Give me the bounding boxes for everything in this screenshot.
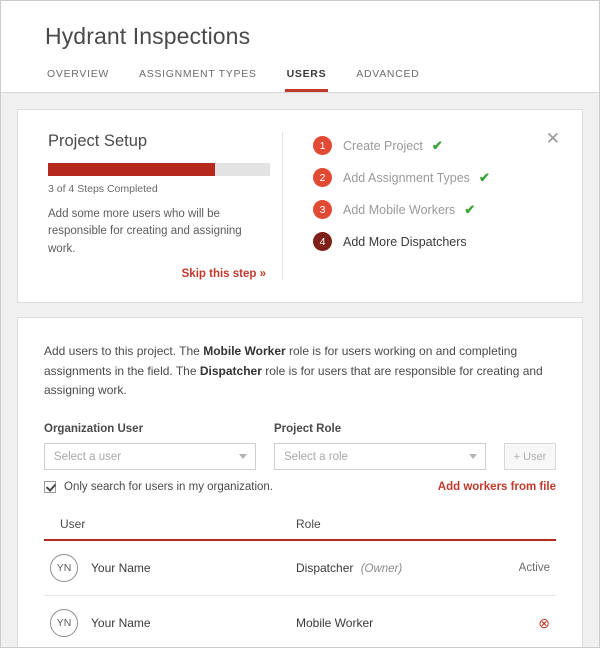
column-header-role: Role <box>296 517 321 532</box>
column-header-status <box>488 517 550 531</box>
project-setup-title: Project Setup <box>48 132 148 150</box>
tab-users[interactable]: USERS <box>285 68 329 92</box>
step-label: Add More Dispatchers <box>343 234 467 249</box>
column-header-user: User <box>60 517 86 532</box>
step-number-badge: 1 <box>313 136 332 155</box>
project-role-select-value: Select a role <box>284 450 348 463</box>
only-search-org-checkbox[interactable] <box>44 481 56 493</box>
check-icon: ✔ <box>464 201 476 217</box>
step-number-badge: 2 <box>313 168 332 187</box>
role-cell <box>296 561 488 575</box>
step-label: Add Mobile Workers <box>343 202 456 217</box>
chevron-down-icon <box>239 454 247 459</box>
intro-text-part3: role is for users that are responsible for creating and assigning work. <box>44 363 543 398</box>
search-options-row <box>44 481 556 493</box>
users-intro-text <box>44 342 556 401</box>
step-label: Create Project <box>343 138 423 153</box>
page-header <box>1 1 599 93</box>
role-value: Dispatcher <box>296 561 354 576</box>
add-user-form <box>44 423 556 470</box>
intro-bold-dispatcher: Dispatcher <box>199 363 262 378</box>
setup-step-4[interactable] <box>313 232 556 251</box>
setup-progress-label: 3 of 4 Steps Completed <box>48 183 158 195</box>
check-icon: ✔ <box>478 169 490 185</box>
tab-advanced[interactable]: ADVANCED <box>356 68 420 80</box>
project-role-label: Project Role <box>274 423 342 436</box>
intro-text-part1: Add users to this project. The <box>44 343 204 358</box>
intro-bold-mobile-worker: Mobile Worker <box>203 343 286 358</box>
avatar: YN <box>50 554 78 582</box>
only-search-org-label: Only search for users in my organization. <box>64 481 274 494</box>
organization-user-select[interactable] <box>44 443 256 470</box>
role-owner-note: (Owner) <box>360 563 403 576</box>
only-search-org-checkbox-wrap[interactable] <box>44 481 273 493</box>
project-setup-card <box>17 109 583 303</box>
add-user-button[interactable]: + User <box>504 443 556 470</box>
main-content <box>1 93 599 648</box>
table-row[interactable] <box>44 541 556 596</box>
intro-text-part2: role is for users working on and completing assignments in the field. The <box>44 343 518 378</box>
users-table <box>44 517 556 648</box>
setup-step-list <box>283 132 556 280</box>
project-role-select[interactable] <box>274 443 486 470</box>
project-setup-summary <box>48 132 283 280</box>
user-cell <box>50 609 296 637</box>
avatar: YN <box>50 609 78 637</box>
organization-user-label: Organization User <box>44 423 144 436</box>
setup-step-3[interactable] <box>313 200 556 219</box>
user-name: Your Name <box>91 561 151 576</box>
page-title: Hydrant Inspections <box>45 23 251 49</box>
table-row[interactable] <box>44 596 556 648</box>
setup-description: Add some more users who will be responsible for creating and assigning work. <box>48 208 242 255</box>
tab-bar <box>45 68 599 92</box>
setup-step-1[interactable] <box>313 136 556 155</box>
organization-user-select-value: Select a user <box>54 450 122 463</box>
setup-step-2[interactable] <box>313 168 556 187</box>
setup-progress-bar <box>48 163 270 176</box>
role-value: Mobile Worker <box>296 616 374 631</box>
status-badge: Active <box>518 562 550 575</box>
tab-overview[interactable]: OVERVIEW <box>47 68 110 80</box>
project-role-field <box>274 423 486 470</box>
remove-circle-icon[interactable]: ⊗ <box>538 614 550 631</box>
user-cell <box>50 554 296 582</box>
users-table-header <box>44 517 556 541</box>
users-card <box>17 317 583 648</box>
role-cell <box>296 616 488 630</box>
organization-user-field <box>44 423 256 470</box>
setup-progress-fill <box>48 163 215 176</box>
step-label: Add Assignment Types <box>343 170 470 185</box>
chevron-down-icon <box>469 454 477 459</box>
close-icon[interactable]: ✕ <box>545 129 560 148</box>
add-workers-from-file-link[interactable]: Add workers from file <box>437 481 556 494</box>
step-number-badge: 4 <box>313 232 332 251</box>
skip-step-link[interactable]: Skip this step » <box>181 267 266 280</box>
tab-assignment-types[interactable]: ASSIGNMENT TYPES <box>139 68 257 80</box>
user-name: Your Name <box>91 616 151 631</box>
check-icon: ✔ <box>431 137 443 153</box>
step-number-badge: 3 <box>313 200 332 219</box>
